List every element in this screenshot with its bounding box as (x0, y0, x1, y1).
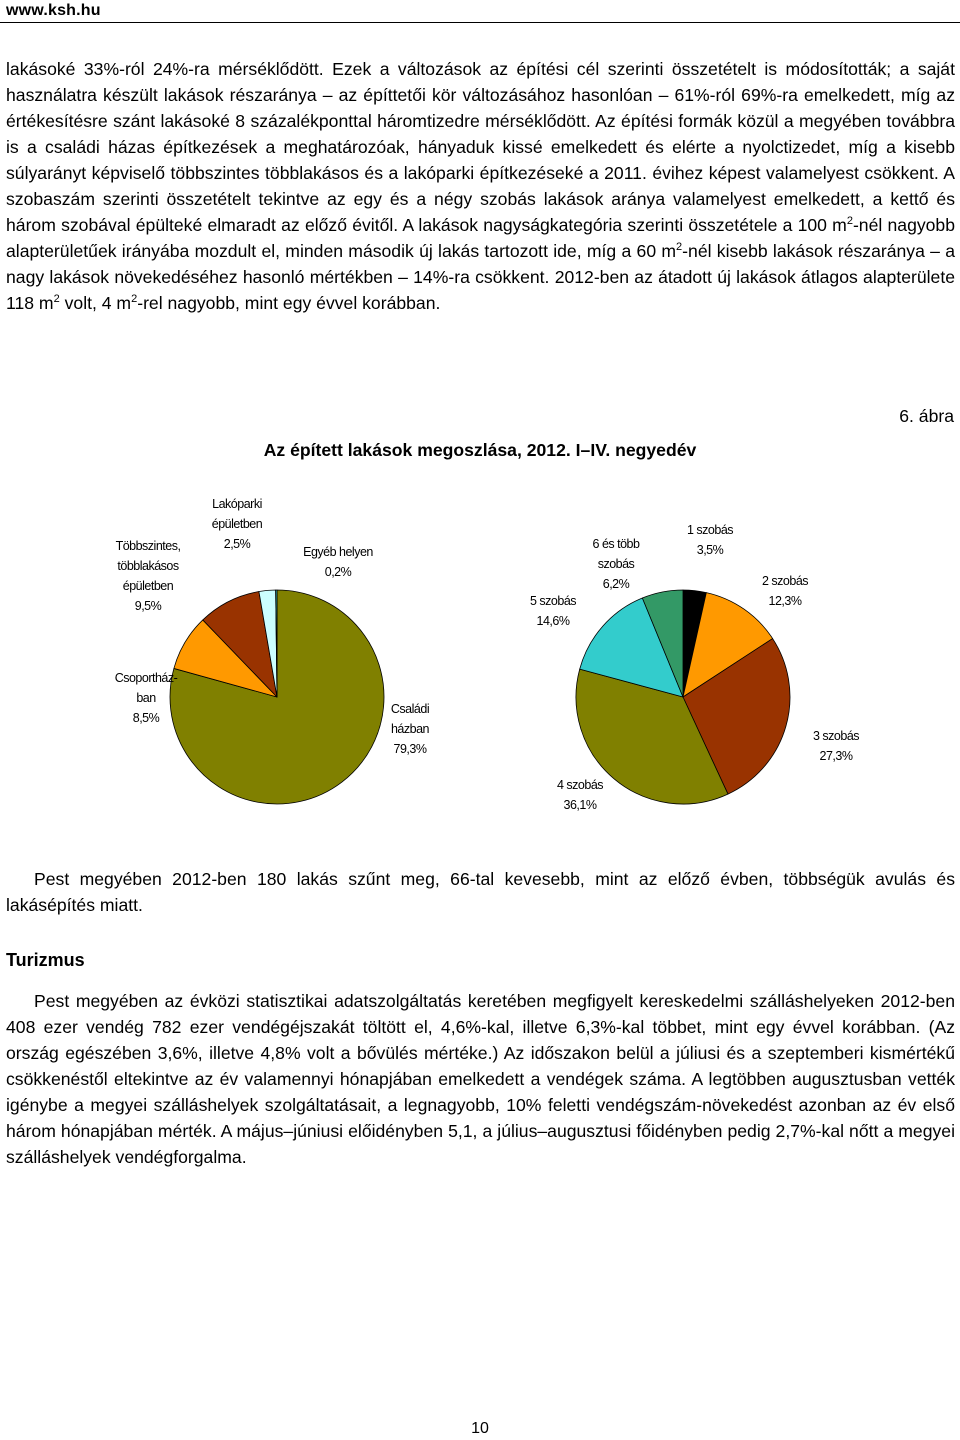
pie-slice-label (593, 537, 640, 591)
pie-label-line: 3,5% (696, 543, 724, 557)
pie-slice-label (391, 702, 430, 756)
pie-slice-label (116, 539, 181, 613)
tourism-paragraph: Pest megyében az évközi statisztikai adatszolgáltatás keretében megfigyelt kereskedelmi szálláshelyeken 2012-ben 408 ezer vendég 782 ezer vendégéjszakát töltött el, 4,6%-kal, illetve 6,3%-kal többet, mint egy évvel korábban. (Az ország egészében 3,6%, illetve 4,8% volt a bővülés mértéke.) Az időszakon belül a júliusi és a szeptemberi kismértékű csökkenéstől eltekintve az év valamennyi hónapjában emelkedett a vendégek száma. A legtöbben augusztusban vették igénybe a megyei szálláshelyek szolgáltatásait, a legnagyobb, 10% feletti vendégszám-növekedést azonban az év első három hónapjában mérték. A május–júniusi előidényben 5,1, a július–augusztusi főidényben pedig 2,7%-kal nőtt a megyei szálláshelyek vendégforgalma. (6, 991, 955, 1167)
pie-slice-label (762, 574, 808, 608)
superscript: 2 (131, 293, 138, 306)
pie-label-line: 14,6% (536, 614, 570, 628)
pie-slice-label (115, 671, 178, 725)
figure-label: 6. ábra (899, 406, 954, 426)
pie-label-line: 2,5% (223, 537, 251, 551)
pie-label-line: 4 szobás (556, 778, 604, 792)
superscript: 2 (676, 241, 683, 254)
page-number: 10 (471, 1420, 489, 1437)
superscript: 2 (846, 215, 853, 228)
pie-label-line: 27,3% (819, 749, 853, 763)
section-heading-tourism: Turizmus (6, 950, 85, 970)
pie-label-line: 2 szobás (761, 574, 809, 588)
pie-label-line: 1 szobás (686, 523, 734, 537)
pie-label-line: ban (136, 691, 156, 705)
pie-label-line: Többszintes, (115, 539, 181, 553)
pie-slice-label (687, 523, 733, 557)
intro-text-4: volt, 4 m (59, 293, 132, 313)
pie-label-line: 6 és több (592, 537, 640, 551)
pie-label-line: többlakásos (117, 559, 179, 573)
pie-label-line: 0,2% (324, 565, 352, 579)
pie-label-line: házban (390, 722, 430, 736)
pie-label-line: 5 szobás (529, 594, 577, 608)
pie-slice-label (813, 729, 859, 763)
pie-label-line: 36,1% (563, 798, 597, 812)
pie-label-line: 79,3% (393, 742, 427, 756)
pie-label-line: 3 szobás (812, 729, 860, 743)
site-url[interactable]: www.ksh.hu (6, 2, 101, 19)
pie-slice-label (212, 497, 263, 551)
pie-label-line: 9,5% (134, 599, 162, 613)
intro-paragraph (6, 56, 955, 316)
intro-text-3: -nél kisebb lakások részaránya – a nagy lakások növekedéséhez hasonló mértékben – 14%-ra csökkent. 2012-ben az átadott új lakások átlagos alapterülete 118 m (6, 241, 956, 313)
pie-label-line: Családi (390, 702, 430, 716)
pie-charts (0, 495, 960, 835)
chart-title: Az épített lakások megoszlása, 2012. I–IV. negyedév (263, 440, 697, 460)
intro-text-2: -nél nagyobb alapterületűek irányába mozdult el, minden második új lakás tartozott ide, míg a 60 m (6, 215, 955, 261)
intro-text-5: -rel nagyobb, mint egy évvel korábban. (137, 293, 441, 313)
pie-label-line: épületben (122, 579, 174, 593)
pie-chart-room-count (530, 523, 859, 812)
intro-text-1: lakásoké 33%-ról 24%-ra mérséklődött. Ezek a változások az építési cél szerinti összetételt is módosították; a saját használatra készült lakások részaránya – az építtetői kör változásához hasonlóan – 61%-ról 69%-ra emelkedett, míg az értékesítésre szánt lakásoké 8 százalékponttal háromtizedre mérséklődött. Az építési formák közül a megyében továbbra is a családi házas építkezések a meghatározóak, hányaduk kissé emelkedett és elérte a nyolctizedet, míg a kisebb súlyarányt képviselő többszintes többlakásos és a lakóparki építkezéseké a 2011. évihez képest valamelyest csökkent. A szobaszám szerinti összetételt tekintve az egy és a négy szobás lakások aránya valamelyest emelkedett, a kettő és három szobával épülteké elmaradt az előző évitől. A lakások nagyságkategória szerinti összetétele a 100 m (6, 59, 955, 235)
pie-slice-label (530, 594, 576, 628)
superscript: 2 (53, 293, 60, 306)
pie-label-line: 12,3% (768, 594, 802, 608)
pie-chart-building-type (115, 497, 430, 804)
pie-label-line: Csoportház- (114, 671, 178, 685)
pie-label-line: épületben (211, 517, 263, 531)
header-divider (0, 22, 960, 23)
pie-label-line: Lakóparki (212, 497, 262, 511)
after-chart-paragraph: Pest megyében 2012-ben 180 lakás szűnt meg, 66-tal kevesebb, mint az előző évben, többségük avulás és lakásépítés miatt. (6, 869, 955, 915)
pie-label-line: szobás (597, 557, 635, 571)
pie-slice-label (557, 778, 603, 812)
pie-label-line: 8,5% (132, 711, 160, 725)
pie-slice-label (303, 545, 373, 579)
pie-label-line: Egyéb helyen (303, 545, 373, 559)
pie-label-line: 6,2% (602, 577, 630, 591)
